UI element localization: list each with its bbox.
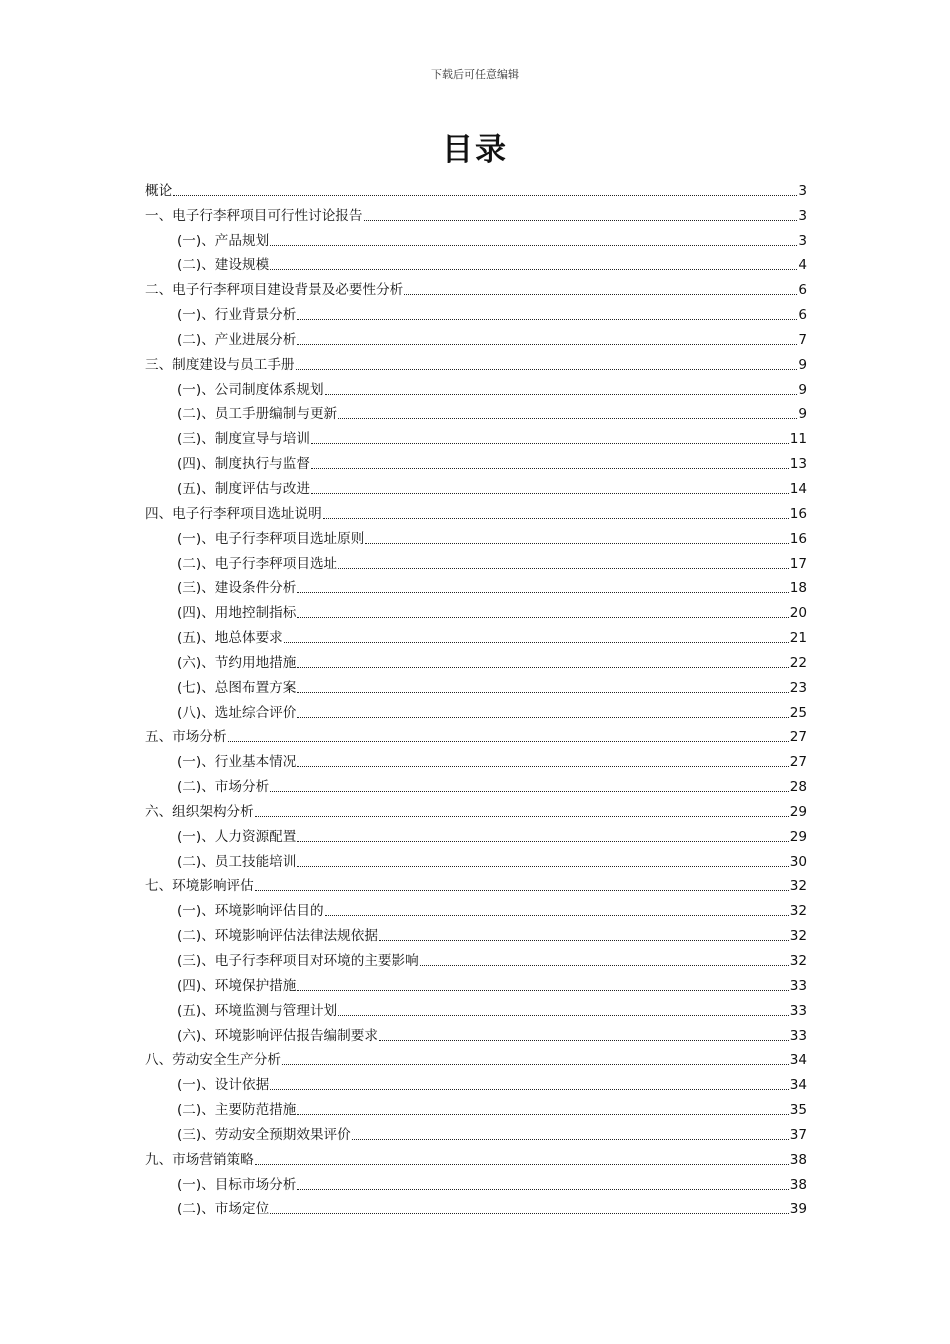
toc-entry[interactable] xyxy=(145,746,807,771)
toc-entry-label: (五)、地总体要求 xyxy=(177,630,283,647)
toc-entry-label: (六)、节约用地措施 xyxy=(177,654,297,671)
toc-entry[interactable] xyxy=(145,1119,807,1144)
toc-entry-page: 32 xyxy=(789,903,807,920)
toc-entry[interactable] xyxy=(145,423,807,448)
toc-entry[interactable] xyxy=(145,374,807,399)
toc-dot-leader xyxy=(296,369,798,370)
toc-entry-page: 32 xyxy=(789,878,807,895)
toc-entry[interactable] xyxy=(145,672,807,697)
toc-dot-leader xyxy=(311,443,789,444)
toc-entry[interactable] xyxy=(145,647,807,672)
toc-dot-leader xyxy=(297,1189,788,1190)
toc-entry-label: (二)、市场定位 xyxy=(177,1201,270,1218)
toc-dot-leader xyxy=(325,915,789,916)
toc-entry-page: 20 xyxy=(789,605,807,622)
toc-entry-label: 七、环境影响评估 xyxy=(145,878,254,895)
toc-entry[interactable] xyxy=(145,1020,807,1045)
toc-entry-page: 29 xyxy=(789,803,807,820)
toc-entry-label: (三)、建设条件分析 xyxy=(177,580,297,597)
toc-entry-page: 25 xyxy=(789,704,807,721)
toc-entry-page: 27 xyxy=(789,729,807,746)
toc-entry[interactable] xyxy=(145,895,807,920)
toc-dot-leader xyxy=(365,543,788,544)
toc-entry-label: (二)、产业进展分析 xyxy=(177,331,297,348)
toc-entry-page: 38 xyxy=(789,1151,807,1168)
toc-entry-label: (一)、产品规划 xyxy=(177,232,270,249)
page-title: 目录 xyxy=(442,132,508,168)
toc-entry[interactable] xyxy=(145,349,807,374)
toc-entry-page: 16 xyxy=(789,505,807,522)
toc-entry[interactable] xyxy=(145,573,807,598)
toc-dot-leader xyxy=(173,195,797,196)
toc-dot-leader xyxy=(311,493,789,494)
toc-dot-leader xyxy=(297,990,788,991)
toc-entry-label: (八)、选址综合评价 xyxy=(177,704,297,721)
toc-entry-page: 18 xyxy=(789,580,807,597)
toc-entry-page: 11 xyxy=(789,431,807,448)
page-header: 下载后可任意编辑 xyxy=(431,68,519,81)
toc-entry-label: (二)、员工手册编制与更新 xyxy=(177,406,338,423)
toc-entry-page: 34 xyxy=(789,1052,807,1069)
toc-entry-label: (三)、电子行李秤项目对环境的主要影响 xyxy=(177,953,419,969)
toc-entry-label: (四)、环境保护措施 xyxy=(177,977,297,994)
toc-entry-label: (一)、电子行李秤项目选址原则 xyxy=(177,530,365,547)
toc-entry-label: 九、市场营销策略 xyxy=(145,1151,254,1168)
toc-entry-label: 概论 xyxy=(145,182,173,199)
toc-dot-leader xyxy=(338,1015,789,1016)
toc-entry[interactable] xyxy=(145,846,807,871)
toc-entry-page: 32 xyxy=(789,953,807,969)
toc-dot-leader xyxy=(297,319,797,320)
toc-entry[interactable] xyxy=(145,920,807,945)
toc-dot-leader xyxy=(255,1164,789,1165)
toc-entry-page: 16 xyxy=(789,530,807,547)
toc-entry[interactable] xyxy=(145,945,807,970)
toc-entry-label: (二)、电子行李秤项目选址 xyxy=(177,555,338,572)
toc-dot-leader xyxy=(284,642,789,643)
toc-dot-leader xyxy=(297,841,788,842)
toc-entry-label: 四、电子行李秤项目选址说明 xyxy=(145,505,322,522)
toc-dot-leader xyxy=(297,592,788,593)
toc-entry-page: 33 xyxy=(789,1027,807,1044)
toc-entry[interactable] xyxy=(145,1169,807,1194)
toc-entry[interactable] xyxy=(145,1069,807,1094)
toc-dot-leader xyxy=(311,468,789,469)
toc-entry-label: (一)、行业背景分析 xyxy=(177,307,297,324)
toc-entry[interactable] xyxy=(145,821,807,846)
toc-entry-label: 八、劳动安全生产分析 xyxy=(145,1052,281,1069)
toc-entry[interactable] xyxy=(145,250,807,275)
toc-dot-leader xyxy=(379,1040,789,1041)
toc-entry[interactable] xyxy=(145,1144,807,1169)
toc-entry-label: (一)、环境影响评估目的 xyxy=(177,903,324,920)
toc-entry-label: (七)、总图布置方案 xyxy=(177,679,297,696)
toc-entry[interactable] xyxy=(145,1194,807,1219)
toc-entry-label: 三、制度建设与员工手册 xyxy=(145,356,295,373)
toc-entry-page: 29 xyxy=(789,828,807,845)
toc-dot-leader xyxy=(364,220,798,221)
toc-entry-page: 39 xyxy=(789,1201,807,1218)
toc-entry-label: (一)、设计依据 xyxy=(177,1077,270,1094)
toc-dot-leader xyxy=(338,568,789,569)
toc-entry-page: 3 xyxy=(798,207,807,224)
toc-entry[interactable] xyxy=(145,548,807,573)
toc-entry-label: (二)、建设规模 xyxy=(177,257,270,274)
toc-entry-page: 9 xyxy=(798,406,807,423)
toc-entry-label: (一)、目标市场分析 xyxy=(177,1176,297,1193)
toc-dot-leader xyxy=(404,294,797,295)
toc-dot-leader xyxy=(270,1089,789,1090)
toc-dot-leader xyxy=(228,741,789,742)
toc-entry-label: (二)、员工技能培训 xyxy=(177,853,297,870)
toc-dot-leader xyxy=(270,1213,789,1214)
toc-entry-label: (二)、主要防范措施 xyxy=(177,1102,297,1119)
toc-entry[interactable] xyxy=(145,448,807,473)
toc-entry[interactable] xyxy=(145,796,807,821)
toc-entry-label: (一)、公司制度体系规划 xyxy=(177,381,324,398)
toc-entry-label: (六)、环境影响评估报告编制要求 xyxy=(177,1027,378,1044)
toc-entry-page: 14 xyxy=(789,480,807,497)
toc-entry-page: 9 xyxy=(798,381,807,398)
toc-entry-page: 32 xyxy=(789,928,807,945)
toc-entry-label: (四)、制度执行与监督 xyxy=(177,456,310,473)
toc-entry-page: 38 xyxy=(789,1176,807,1193)
toc-dot-leader xyxy=(270,269,797,270)
toc-dot-leader xyxy=(255,816,789,817)
toc-entry-label: (五)、环境监测与管理计划 xyxy=(177,1002,338,1019)
toc-dot-leader xyxy=(420,965,789,966)
toc-entry-label: (一)、行业基本情况 xyxy=(177,754,297,771)
toc-entry-label: (四)、用地控制指标 xyxy=(177,605,297,622)
toc-dot-leader xyxy=(297,617,788,618)
toc-dot-leader xyxy=(270,791,789,792)
toc-entry-label: (二)、市场分析 xyxy=(177,779,270,796)
toc-dot-leader xyxy=(297,866,788,867)
toc-entry-page: 35 xyxy=(789,1102,807,1119)
toc-entry-page: 33 xyxy=(789,1002,807,1019)
toc-entry[interactable] xyxy=(145,225,807,250)
toc-entry-page: 6 xyxy=(798,307,807,324)
toc-entry-page: 23 xyxy=(789,679,807,696)
toc-entry-label: (三)、劳动安全预期效果评价 xyxy=(177,1126,351,1143)
toc-entry[interactable] xyxy=(145,175,807,200)
toc-entry[interactable] xyxy=(145,299,807,324)
toc-entry-page: 28 xyxy=(789,779,807,796)
toc-entry-label: (二)、环境影响评估法律法规依据 xyxy=(177,928,378,945)
toc-entry[interactable] xyxy=(145,995,807,1020)
toc-dot-leader xyxy=(325,394,798,395)
toc-dot-leader xyxy=(379,940,789,941)
toc-entry[interactable] xyxy=(145,274,807,299)
toc-dot-leader xyxy=(255,890,789,891)
toc-entry-page: 22 xyxy=(789,654,807,671)
toc-dot-leader xyxy=(270,245,797,246)
toc-entry-label: (五)、制度评估与改进 xyxy=(177,480,310,497)
toc-entry-page: 21 xyxy=(789,630,807,647)
toc-entry-label: (一)、人力资源配置 xyxy=(177,828,297,845)
toc-entry[interactable] xyxy=(145,1045,807,1070)
toc-entry-page: 4 xyxy=(798,257,807,274)
toc-entry[interactable] xyxy=(145,871,807,896)
toc-entry[interactable] xyxy=(145,722,807,747)
toc-entry-page: 34 xyxy=(789,1077,807,1094)
toc-entry[interactable] xyxy=(145,498,807,523)
toc-entry[interactable] xyxy=(145,399,807,424)
toc-dot-leader xyxy=(323,518,789,519)
toc-entry[interactable] xyxy=(145,1094,807,1119)
toc-dot-leader xyxy=(352,1139,789,1140)
toc-entry-label: 五、市场分析 xyxy=(145,729,227,746)
toc-entry-page: 6 xyxy=(798,282,807,299)
toc-dot-leader xyxy=(282,1064,789,1065)
toc-dot-leader xyxy=(297,344,797,345)
toc-entry-page: 7 xyxy=(798,331,807,348)
toc-entry-label: 六、组织架构分析 xyxy=(145,803,254,820)
toc-dot-leader xyxy=(297,692,788,693)
toc-dot-leader xyxy=(297,1114,788,1115)
toc-entry[interactable] xyxy=(145,970,807,995)
toc-dot-leader xyxy=(297,766,788,767)
toc-entry-page: 33 xyxy=(789,977,807,994)
toc-dot-leader xyxy=(338,418,797,419)
toc-entry-label: 二、电子行李秤项目建设背景及必要性分析 xyxy=(145,282,404,299)
toc-entry-page: 17 xyxy=(789,555,807,572)
toc-entry-page: 13 xyxy=(789,456,807,473)
toc-entry[interactable] xyxy=(145,622,807,647)
toc-entry-page: 27 xyxy=(789,754,807,771)
toc-entry-page: 30 xyxy=(789,853,807,870)
toc-entry-label: (三)、制度宣导与培训 xyxy=(177,431,310,448)
toc-entry[interactable] xyxy=(145,200,807,225)
toc-entry[interactable] xyxy=(145,597,807,622)
toc-entry[interactable] xyxy=(145,523,807,548)
toc-dot-leader xyxy=(297,717,788,718)
toc-dot-leader xyxy=(297,667,788,668)
toc-entry[interactable] xyxy=(145,771,807,796)
toc-entry[interactable] xyxy=(145,697,807,722)
toc-entry-page: 3 xyxy=(798,182,807,199)
toc-entry-page: 3 xyxy=(798,232,807,249)
toc-entry-page: 37 xyxy=(789,1126,807,1143)
toc-entry-page: 9 xyxy=(798,356,807,373)
toc-entry[interactable] xyxy=(145,324,807,349)
toc-entry-label: 一、电子行李秤项目可行性讨论报告 xyxy=(145,207,363,224)
toc-entry[interactable] xyxy=(145,473,807,498)
table-of-contents xyxy=(145,175,807,1218)
